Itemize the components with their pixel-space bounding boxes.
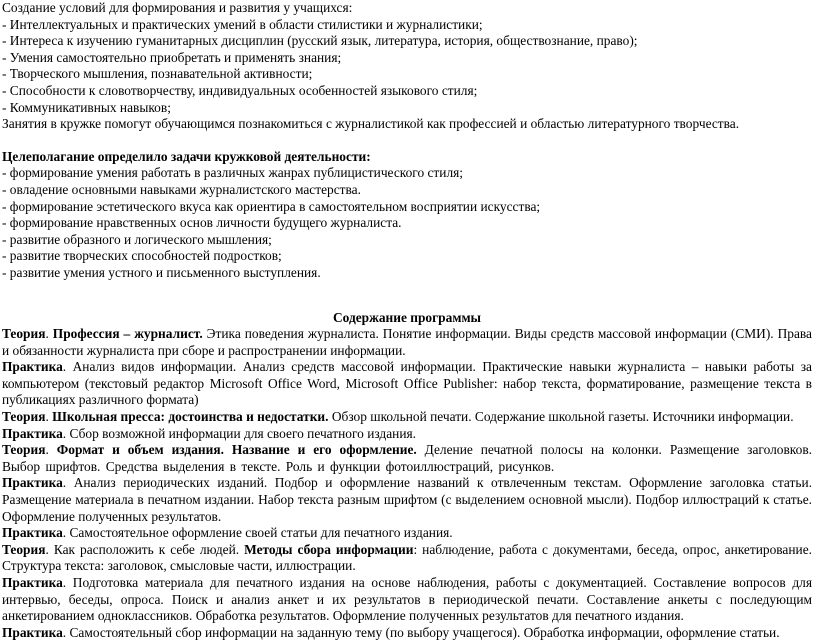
block-text: Деление печатной полосы на колонки. Размещение заголовков. Выбор шрифтов. Средства выделения в тексте. Роль и функции фотоиллюстраций, рисунков.	[2, 442, 812, 474]
program-block	[2, 475, 812, 525]
block-topic: Формат и объем издания. Название и его оформление.	[56, 442, 417, 458]
intro-item: - Коммуникативных навыков;	[2, 99, 171, 115]
program-block	[2, 359, 812, 409]
block-text: : наблюдение, работа с документами, беседа, опрос, анкетирование. Структура текста: заголовок, смысловые части, иллюстрации.	[2, 541, 812, 574]
block-label: Теория	[2, 409, 46, 425]
block-sep: .	[62, 575, 73, 590]
block-label: Практика	[2, 475, 63, 491]
block-label: Практика	[2, 425, 63, 441]
block-text: Анализ видов информации. Анализ средств массовой информации. Практические навыки журналиста – навыки работы за компьютером (текстовый редактор Microsoft Office Word, Microsoft Office Publisher: набор текста, форматирование, размещение текста в публикациях различного формата)	[2, 359, 812, 408]
program-block	[2, 542, 812, 575]
intro-title: Создание условий для формирования и развития у учащихся:	[2, 0, 353, 15]
goals-item: - развитие умения устного и письменного выступления.	[2, 264, 321, 280]
intro-item: - Умения самостоятельно приобретать и применять знания;	[2, 49, 342, 65]
block-sep: .	[62, 425, 70, 441]
block-text: Самостоятельный сбор информации на заданную тему (по выбору учащегося). Обработка информации, оформление статьи.	[69, 624, 780, 640]
block-sep: .	[62, 475, 74, 491]
goals-item: - развитие образного и логического мышления;	[2, 231, 272, 247]
goals-item: - формирование умения работать в различных жанрах публицистического стиля;	[2, 165, 464, 181]
program-block	[2, 575, 812, 625]
block-text: Подготовка материала для печатного издания на основе наблюдения, работы с документацией. Составление вопросов для интервью, беседы, опроса. Поиск и анализ анкет и их результатов в периодической печати. Составление анкеты с последующим анкетированием одноклассников. Обработка результатов. Оформление полученных результатов для печатного издания.	[2, 575, 812, 624]
block-sep: .	[62, 525, 70, 541]
block-text: Обзор школьной печати. Содержание школьной газеты. Источники информации.	[328, 409, 794, 425]
goals-item: - формирование нравственных основ личности будущего журналиста.	[2, 215, 402, 231]
block-topic: Профессия – журналист.	[52, 326, 203, 342]
block-sep: .	[45, 326, 53, 342]
program-title: Содержание программы	[332, 309, 482, 325]
block-text: Анализ периодических изданий. Подбор и оформление названий к отвлеченным текстам. Оформление заголовка статьи. Размещение материала в печатном издании. Набор текста разным шрифтом (с выделением основной мысли). Подбор иллюстраций к статье. Оформление полученных результатов.	[2, 475, 813, 524]
block-sep: .	[45, 409, 53, 425]
intro-item: - Творческого мышления, познавательной активности;	[2, 66, 313, 82]
block-text: Этика поведения журналиста. Понятие информации. Виды средств массовой информации (СМИ). Права и обязанности журналиста при сборе и распространении информации.	[2, 326, 812, 358]
block-label: Практика	[2, 575, 63, 590]
intro-item: - Способности к словотворчеству, индивидуальных особенностей языкового стиля;	[2, 82, 478, 98]
goals-item: - формирование эстетического вкуса как ориентира в самостоятельном восприятии искусства;	[2, 198, 541, 214]
block-sep: .	[62, 359, 73, 375]
goals-item: - овладение основными навыками журналистского мастерства.	[2, 181, 361, 197]
block-label: Практика	[2, 624, 63, 640]
block-label: Практика	[2, 359, 63, 375]
block-label: Теория	[2, 442, 46, 458]
block-text: Как расположить к себе людей.	[53, 541, 245, 557]
goals-item: - развитие творческих способностей подростков;	[2, 248, 282, 264]
block-text: Самостоятельное оформление своей статьи для печатного издания.	[69, 525, 453, 541]
intro-item: - Интереса к изучению гуманитарных дисциплин (русский язык, литература, история, обществознание, право);	[2, 33, 638, 49]
intro-closing: Занятия в кружке помогут обучающимся познакомиться с журналистикой как профессией и областью литературного творчества.	[2, 116, 740, 132]
intro-item: - Интеллектуальных и практических умений в области стилистики и журналистики;	[2, 16, 483, 32]
program-block	[2, 625, 812, 641]
block-sep: .	[62, 624, 70, 640]
program-block	[2, 326, 812, 359]
block-topic: Методы сбора информации	[244, 541, 414, 557]
program-block	[2, 426, 812, 443]
block-topic: Школьная пресса: достоинства и недостатки.	[52, 409, 329, 425]
block-label: Теория	[2, 326, 46, 342]
block-label: Практика	[2, 525, 63, 541]
block-label: Теория	[2, 541, 46, 557]
program-block	[2, 409, 812, 426]
block-text: Сбор возможной информации для своего печатного издания.	[69, 425, 416, 441]
program-block	[2, 442, 812, 475]
goals-title: Целеполагание определило задачи кружковой деятельности:	[2, 148, 371, 164]
program-block	[2, 525, 812, 542]
block-sep: .	[45, 541, 54, 557]
block-sep: .	[45, 442, 57, 458]
